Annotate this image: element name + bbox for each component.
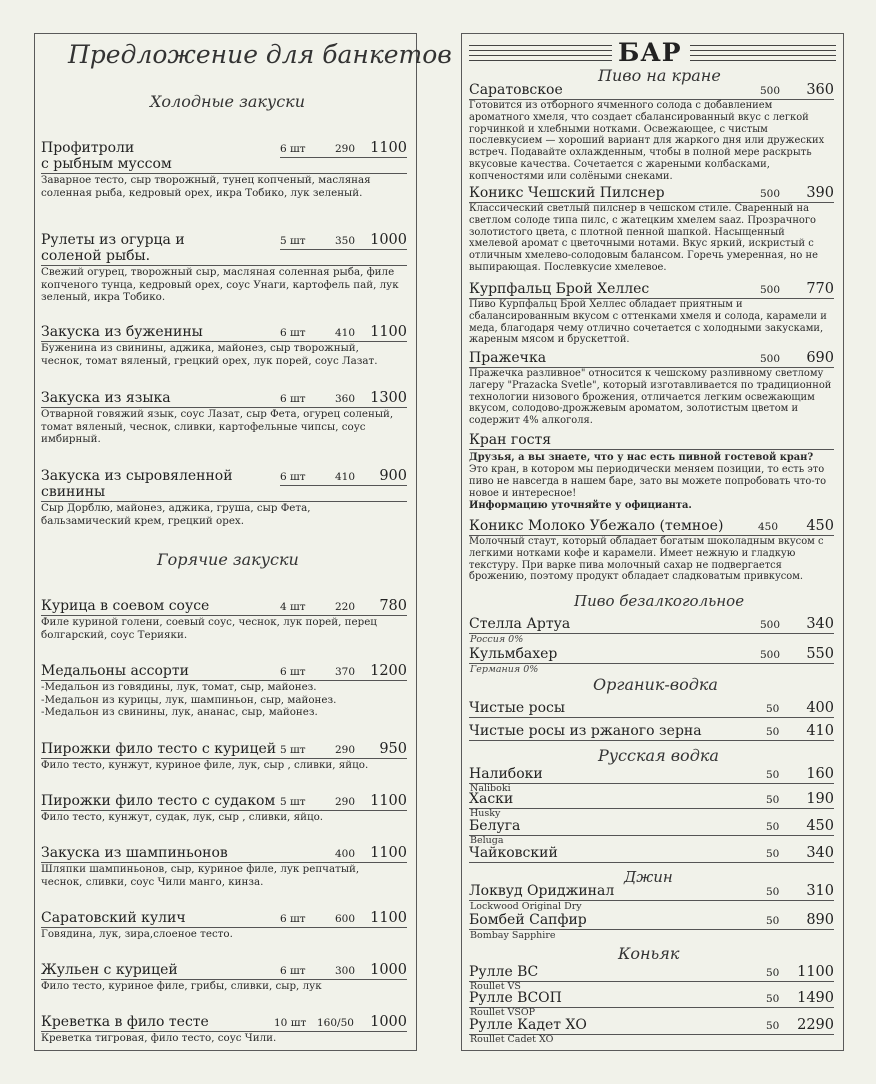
drink-name: Кульмбахер [469, 646, 558, 662]
drink-volume: 50 [766, 886, 780, 898]
dish-description: -Медальон из говядины, лук, томат, сыр, майонез. -Медальон из курицы, лук, шампиньон, сыр, майонез. -Медальон из свинины, лук, ананас, сыр, майонез. [41, 681, 337, 718]
dish-price: 1000 [370, 962, 407, 978]
drink-subtitle: Roullet VS [470, 981, 521, 992]
dish-description: Фило тесто, кунжут, куриное филе, лук, сыр , сливки, яйцо. [41, 759, 369, 771]
dish-price: 1100 [370, 793, 407, 809]
drink-price: 400 [806, 700, 834, 716]
dish-weight: 600 [335, 913, 356, 925]
dish-weight: 290 [335, 744, 356, 756]
drink-description: Молочный стаут, который обладает богатым шоколадным вкусом с легкими нотками кофе и карамели. Имеет нежную и гладкую текстуру. При варке пива молочный сахар не подвергается брожению, поэтому продукт обладает сладковатым привкусом. [469, 536, 824, 583]
drink-price: 160 [806, 766, 834, 782]
dish-description: Фило тесто, кунжут, судак, лук, сыр , сливки, яйцо. [41, 811, 324, 823]
dish-quantity: 5 шт [280, 235, 306, 247]
drink-volume: 50 [766, 769, 780, 781]
drink-volume: 50 [766, 848, 780, 860]
dish-weight: 220 [335, 601, 356, 613]
drink-name: Локвуд Ориджинал [469, 883, 615, 899]
dish-quantity: 5 шт [280, 796, 306, 808]
bar-title: БАР [618, 38, 682, 67]
drink-rule [469, 835, 834, 836]
dish-price: 1100 [370, 910, 407, 926]
drink-name: Коникс Чешский Пилснер [469, 185, 665, 201]
section-heading: Пиво на кране [598, 66, 721, 85]
dish-price: 780 [379, 598, 407, 614]
section-heading: Джин [624, 868, 673, 886]
price-rule [280, 157, 407, 158]
dish-weight: 360 [335, 393, 356, 405]
drink-price: 360 [806, 82, 834, 98]
dish-quantity: 6 шт [280, 965, 306, 977]
guest-tap-title: Кран гостя [469, 432, 552, 448]
drink-price: 390 [806, 185, 834, 201]
dish-name: Пирожки фило тесто с курицей [41, 741, 277, 757]
drink-description: Классический светлый пилснер в чешском стиле. Сваренный на светлом солоде типа пилс, с жатецким хмелем saaz. Прозрачного золотистого цвета, с плотной пенной шапкой. Насыщенный хмелевой аромат с цветочными нотами. Вкус яркий, искристый с отличным хмелево-солодовым балансом. Горечь умеренная, но не выпирающая. Послевкусие хмелевое. [469, 203, 818, 273]
drink-price: 690 [806, 350, 834, 366]
dish-weight: 300 [335, 965, 356, 977]
drink-rule [469, 717, 834, 718]
dish-quantity: 6 шт [280, 393, 306, 405]
dish-price: 1000 [370, 1014, 407, 1030]
dish-quantity: 6 шт [280, 913, 306, 925]
drink-name: Чистые росы [469, 700, 565, 716]
drink-volume: 50 [766, 967, 780, 979]
drink-volume: 500 [760, 649, 781, 661]
drink-rule [469, 783, 834, 784]
drink-name: Пражечка [469, 350, 547, 366]
dish-price: 1100 [370, 324, 407, 340]
section-heading: Пиво безалкогольное [574, 592, 745, 610]
dish-weight: 160/50 [317, 1017, 354, 1029]
dish-weight: 370 [335, 666, 356, 678]
drink-volume: 500 [760, 353, 781, 365]
price-rule [280, 485, 407, 486]
dish-quantity: 6 шт [280, 471, 306, 483]
drink-price: 190 [806, 791, 834, 807]
drink-subtitle: Naliboki [470, 783, 511, 794]
drink-origin: Россия 0% [470, 634, 524, 645]
drink-rule [469, 808, 834, 809]
drink-price: 310 [806, 883, 834, 899]
drink-price: 450 [806, 518, 834, 534]
dish-name: Закуска из сыровяленной [41, 468, 233, 484]
drink-volume: 500 [760, 619, 781, 631]
dish-description: Заварное тесто, сыр творожный, тунец копченый, масляная соленная рыба, кедровый орех, икра Тобико, лук зеленый. [41, 174, 371, 199]
drink-subtitle: Beluga [470, 835, 504, 846]
dish-description: Шляпки шампиньонов, сыр, куриное филе, лук репчатый, чеснок, сливки, соус Чили манго, кинза. [41, 863, 360, 888]
drink-rule [469, 862, 834, 863]
dish-weight: 290 [335, 796, 356, 808]
drink-name: Курпфальц Брой Хеллес [469, 281, 650, 297]
drink-price: 340 [806, 845, 834, 861]
dish-name-line2: свинины [41, 484, 106, 500]
drink-volume: 500 [760, 284, 781, 296]
drink-price: 410 [806, 723, 834, 739]
dish-quantity: 6 шт [280, 327, 306, 339]
dish-description: Фило тесто, куриное филе, грибы, сливки, сыр, лук [41, 980, 322, 992]
guest-tap-info: Информацию уточняйте у официанта. [469, 500, 692, 511]
drink-price: 1100 [797, 964, 834, 980]
drink-subtitle: Lockwood Original Dry [470, 901, 582, 912]
drink-rule [469, 740, 834, 741]
dish-price: 1200 [370, 663, 407, 679]
drink-price: 890 [806, 912, 834, 928]
guest-tap-text: Это кран, в котором мы периодически меняем позиции, то есть это пиво не навсегда в нашем баре, зато вы можете попробовать что-то новое и интересное! [469, 464, 827, 499]
dish-weight: 410 [335, 327, 356, 339]
drink-subtitle: Roullet VSOP [470, 1007, 536, 1018]
dish-name: Курица в соевом соусе [41, 598, 210, 614]
section-heading: Органик-водка [593, 675, 718, 694]
drink-rule [469, 449, 834, 450]
drink-description: Пражечка разливное" относится к чешскому разливному светлому лагеру "Prazacka Svetle", который изготавливается по традиционной технологии низового брожения, отличается легким освежающим вкусом, солодово-дрожжевым ароматом, золотистым цветом и содержит 4% алкоголя. [469, 368, 832, 427]
dish-quantity: 10 шт [274, 1017, 307, 1029]
drink-volume: 450 [758, 521, 779, 533]
drink-name: Белуга [469, 818, 521, 834]
drink-rule [469, 981, 834, 982]
drink-price: 770 [806, 281, 834, 297]
dish-quantity: 6 шт [280, 666, 306, 678]
drink-name: Налибоки [469, 766, 543, 782]
dish-description: Свежий огурец, творожный сыр, масляная соленная рыба, филе копченого тунца, кедровый орех, соус Унаги, картофель пай, лук зеленый, икра Тобико. [41, 266, 399, 303]
dish-name: Закуска из шампиньонов [41, 845, 228, 861]
price-rule [280, 249, 407, 250]
dish-description: Буженина из свинины, аджика, майонез, сыр творожный, чеснок, томат вяленый, грецкий орех, лук порей, соус Лазат. [41, 342, 378, 367]
banquet-title: Предложение для банкетов [68, 40, 452, 69]
drink-name: Рулле ВС [469, 964, 539, 980]
drink-volume: 50 [766, 915, 780, 927]
drink-price: 340 [806, 616, 834, 632]
dish-name: Креветка в фило тесте [41, 1014, 209, 1030]
dish-name: Закуска из языка [41, 390, 171, 406]
drink-volume: 500 [760, 188, 781, 200]
drink-description: Пиво Курпфальц Брой Хеллес обладает приятным и сбалансированным вкусом с оттенками хмеля и солода, карамели и меда, благодаря чему отлично сочетается с холодными закусками, жареным мясом и брускеттой. [469, 299, 827, 346]
drink-name: Чайковский [469, 845, 558, 861]
drink-price: 1490 [797, 990, 834, 1006]
drink-name: Саратовское [469, 82, 563, 98]
drink-volume: 50 [766, 703, 780, 715]
drink-subtitle: Bombay Sapphire [470, 930, 556, 941]
drink-name: Коникс Молоко Убежало (темное) [469, 518, 724, 534]
drink-name: Стелла Артуа [469, 616, 571, 632]
dish-weight: 410 [335, 471, 356, 483]
dish-price: 1300 [370, 390, 407, 406]
dish-name-line2: с рыбным муссом [41, 156, 172, 172]
dish-quantity: 4 шт [280, 601, 306, 613]
dish-description: Филе куриной голени, соевый соус, чеснок, лук порей, перец болгарский, соус Терияки. [41, 616, 377, 641]
guest-tap-note: Друзья, а вы знаете, что у нас есть пивной гостевой кран? [469, 452, 814, 463]
section-heading: Коньяк [618, 944, 680, 963]
drink-volume: 50 [766, 821, 780, 833]
drink-origin: Германия 0% [470, 664, 539, 675]
dish-quantity: 6 шт [280, 143, 306, 155]
dish-description: Говядина, лук, зира,слоеное тесто. [41, 928, 233, 940]
dish-price: 1000 [370, 232, 407, 248]
dish-price: 1100 [370, 140, 407, 156]
dish-description: Сыр Дорблю, майонез, аджика, груша, сыр Фета, бальзамический крем, грецкий орех. [41, 502, 311, 527]
drink-volume: 50 [766, 1020, 780, 1032]
section-heading: Русская водка [598, 746, 719, 765]
drink-name: Рулле Кадет ХО [469, 1017, 587, 1033]
drink-volume: 50 [766, 726, 780, 738]
dish-weight: 290 [335, 143, 356, 155]
drink-name: Хаски [469, 791, 514, 807]
drink-subtitle: Roullet Cadet XO [470, 1034, 554, 1045]
dish-name-line2: соленой рыбы. [41, 248, 151, 264]
dish-weight: 400 [335, 848, 356, 860]
drink-price: 450 [806, 818, 834, 834]
dish-price: 1100 [370, 845, 407, 861]
dish-name: Саратовский кулич [41, 910, 186, 926]
drink-description: Готовится из отборного ячменного солода с добавлением ароматного хмеля, что создает сбалансированный вкус с легкой горчинкой и хлебными нотками. Освежающее, с чистым послевкусием — хороший вариант для жаркого дня или дружеских встреч. Подавайте охлажденным, чтобы в полной мере раскрыть вкусовые качества. Сочетается с жареными колбасками, копченостями или солёными снеками. [469, 100, 825, 182]
drink-volume: 500 [760, 85, 781, 97]
dish-description: Креветка тигровая, фило тесто, соус Чили. [41, 1032, 277, 1044]
drink-rule [469, 633, 834, 634]
drink-name: Чистые росы из ржаного зерна [469, 723, 702, 739]
dish-quantity: 5 шт [280, 744, 306, 756]
dish-name: Профитроли [41, 140, 135, 156]
dish-name: Жульен с курицей [41, 962, 178, 978]
dish-name: Рулеты из огурца и [41, 232, 185, 248]
drink-name: Рулле ВСОП [469, 990, 562, 1006]
drink-price: 550 [806, 646, 834, 662]
cold-appetizers-heading: Холодные закуски [150, 92, 306, 111]
dish-weight: 350 [335, 235, 356, 247]
dish-name: Закуска из буженины [41, 324, 203, 340]
drink-subtitle: Husky [470, 808, 501, 819]
drink-name: Бомбей Сапфир [469, 912, 587, 928]
dish-price: 900 [379, 468, 407, 484]
drink-price: 2290 [797, 1017, 834, 1033]
drink-volume: 50 [766, 993, 780, 1005]
drink-volume: 50 [766, 794, 780, 806]
dish-description: Отварной говяжий язык, соус Лазат, сыр Фета, огурец соленый, томат вяленый, чеснок, сливки, картофельные чипсы, соус имбирный. [41, 408, 394, 445]
dish-price: 950 [379, 741, 407, 757]
dish-name: Медальоны ассорти [41, 663, 189, 679]
dish-name: Пирожки фило тесто с судаком [41, 793, 276, 809]
hot-appetizers-heading: Горячие закуски [157, 550, 299, 569]
